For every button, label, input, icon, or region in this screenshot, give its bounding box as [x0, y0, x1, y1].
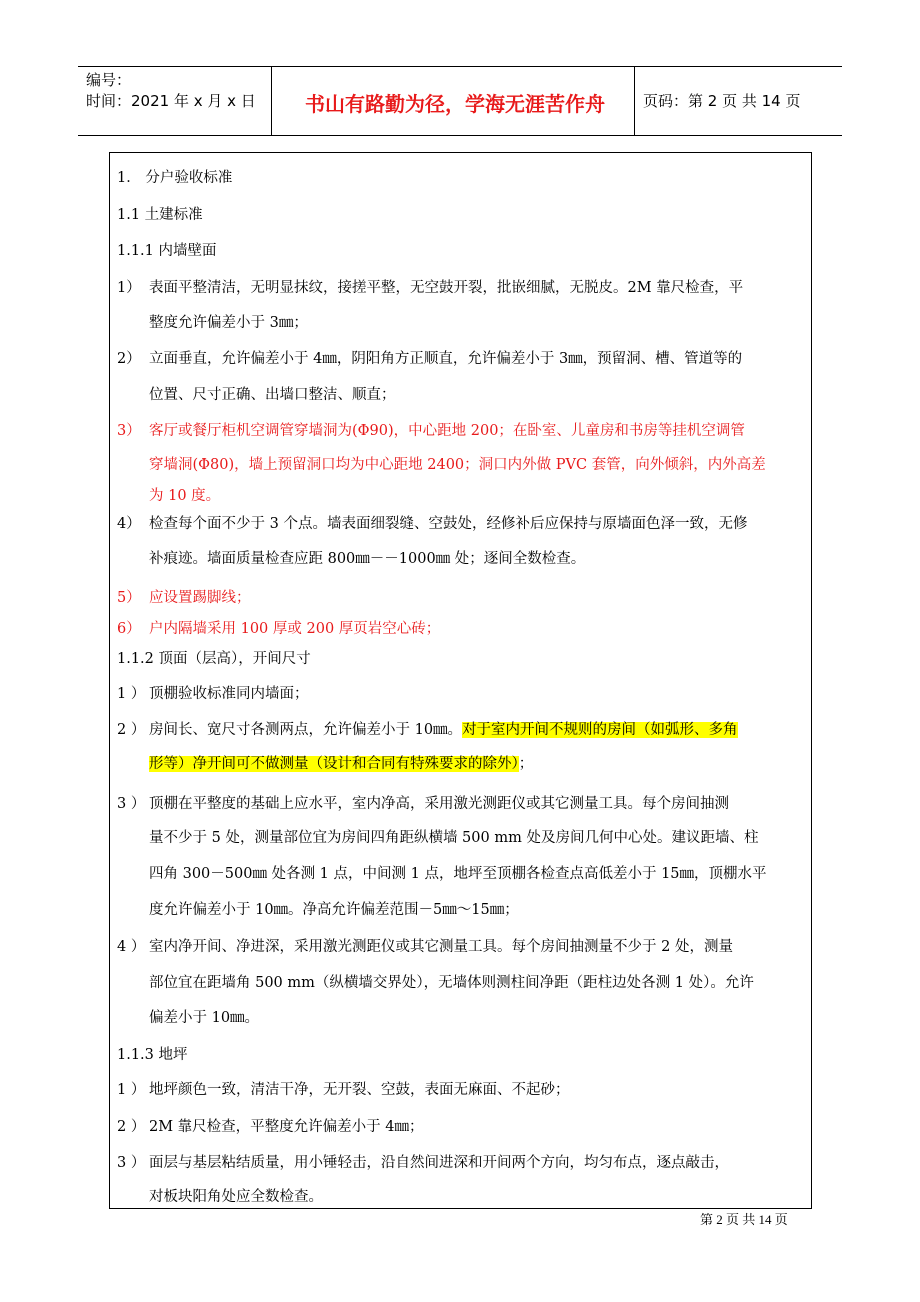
list-number: 1） — [117, 280, 141, 296]
highlighted-text: 对于室内开间不规则的房间（如弧形、多角 — [462, 722, 738, 738]
list-item-text: 表面平整清洁，无明显抹纹，接搓平整，无空鼓开裂，批嵌细腻，无脱皮。2M 靠尺检查，平 — [149, 280, 744, 296]
list-number: 2 ） — [117, 1119, 146, 1135]
subsubsection-heading: 1.1.3 地坪 — [117, 1047, 188, 1063]
list-item-text: 2M 靠尺检查，平整度允许偏差小于 4㎜； — [149, 1119, 424, 1135]
list-item-text: 量不少于 5 处，测量部位宜为房间四角距纵横墙 500 mm 处及房间几何中心处。建议距墙、柱 — [149, 830, 759, 846]
list-item-text: 位置、尺寸正确、出墙口整洁、顺直； — [149, 387, 396, 403]
header-left — [86, 70, 256, 112]
list-item-text-red: 客厅或餐厅柜机空调管穿墙洞为(Φ90)，中心距地 200；在卧室、儿童房和书房等挂机空调管 — [149, 423, 745, 439]
list-item-text: 检查每个面不少于 3 个点。墙表面细裂缝、空鼓处，经修补后应保持与原墙面色泽一致，无修 — [149, 516, 748, 532]
list-item-text-red: 户内隔墙采用 100 厚或 200 厚页岩空心砖； — [149, 621, 441, 637]
header-divider-1 — [271, 66, 272, 136]
subsubsection-heading: 1.1.2 顶面（层高），开间尺寸 — [117, 651, 311, 667]
list-item-text: 补痕迹。墙面质量检查应距 800㎜－－1000㎜ 处；逐间全数检查。 — [149, 551, 586, 567]
list-number: 1 ） — [117, 1082, 146, 1098]
list-number: 4 ） — [117, 939, 146, 955]
subsubsection-heading: 1.1.1 内墙壁面 — [117, 243, 217, 259]
list-item-text: 度允许偏差小于 10㎜。净高允许偏差范围－5㎜～15㎜； — [149, 902, 519, 918]
list-number: 6） — [117, 621, 141, 637]
footer-page-number: 第 2 页 共 14 页 — [700, 1212, 788, 1227]
list-number: 2 ） — [117, 722, 146, 738]
subsection-heading: 1.1 土建标准 — [117, 207, 203, 223]
list-item-text-red: 应设置踢脚线； — [149, 590, 251, 606]
header-page-number: 页码：第 2 页 共 14 页 — [643, 92, 801, 110]
doc-date-label: 时间：2021 年 x 月 x 日 — [86, 92, 256, 110]
header-top-rule — [78, 66, 842, 67]
list-item-text: 四角 300－500㎜ 处各测 1 点，中间测 1 点，地坪至顶棚各检查点高低差小于 15㎜，顶棚水平 — [149, 866, 767, 882]
list-number: 3 ） — [117, 1155, 146, 1171]
list-item-text-red: 穿墙洞(Φ80)，墙上预留洞口均为中心距地 2400；洞口内外做 PVC 套管，向外倾斜，内外高差 — [149, 457, 766, 473]
header-bottom-rule — [78, 135, 842, 136]
list-item-text — [149, 752, 533, 773]
list-number: 4） — [117, 516, 141, 532]
list-number: 2） — [117, 351, 141, 367]
list-number: 3） — [117, 423, 141, 439]
header-divider-2 — [634, 66, 635, 136]
list-item-text: 整度允许偏差小于 3㎜； — [149, 315, 308, 331]
list-item-text: 室内净开间、净进深，采用激光测距仪或其它测量工具。每个房间抽测量不少于 2 处，测量 — [149, 939, 733, 955]
list-item-text: 面层与基层粘结质量，用小锤轻击，沿自然间进深和开间两个方向，均匀布点，逐点敲击， — [149, 1155, 729, 1171]
list-number: 3 ） — [117, 796, 146, 812]
plain-text: ； — [518, 756, 534, 772]
list-item-text: 立面垂直，允许偏差小于 4㎜，阴阳角方正顺直，允许偏差小于 3㎜，预留洞、槽、管道等的 — [149, 351, 743, 367]
list-item-text — [149, 718, 738, 739]
doc-code-label: 编号： — [86, 71, 132, 89]
list-item-text-red: 为 10 度。 — [149, 488, 221, 504]
plain-text: 房间长、宽尺寸各测两点，允许偏差小于 10㎜。 — [149, 722, 463, 738]
list-item-text: 部位宜在距墙角 500 mm（纵横墙交界处），无墙体则测柱间净距（距柱边处各测 1 处）。允许 — [149, 975, 754, 991]
list-number: 5） — [117, 590, 141, 606]
list-item-text: 地坪颜色一致，清洁干净，无开裂、空鼓，表面无麻面、不起砂； — [149, 1082, 570, 1098]
highlighted-text: 形等）净开间可不做测量（设计和合同有特殊要求的除外） — [149, 756, 519, 772]
list-number: 1 ） — [117, 686, 146, 702]
list-item-text: 对板块阳角处应全数检查。 — [149, 1189, 323, 1205]
list-item-text: 偏差小于 10㎜。 — [149, 1010, 260, 1026]
section-heading: 1． 分户验收标准 — [117, 170, 233, 186]
list-item-text: 顶棚在平整度的基础上应水平，室内净高，采用激光测距仪或其它测量工具。每个房间抽测 — [149, 796, 729, 812]
header-motto: 书山有路勤为径，学海无涯苦作舟 — [305, 92, 605, 116]
list-item-text: 顶棚验收标准同内墙面； — [149, 686, 309, 702]
